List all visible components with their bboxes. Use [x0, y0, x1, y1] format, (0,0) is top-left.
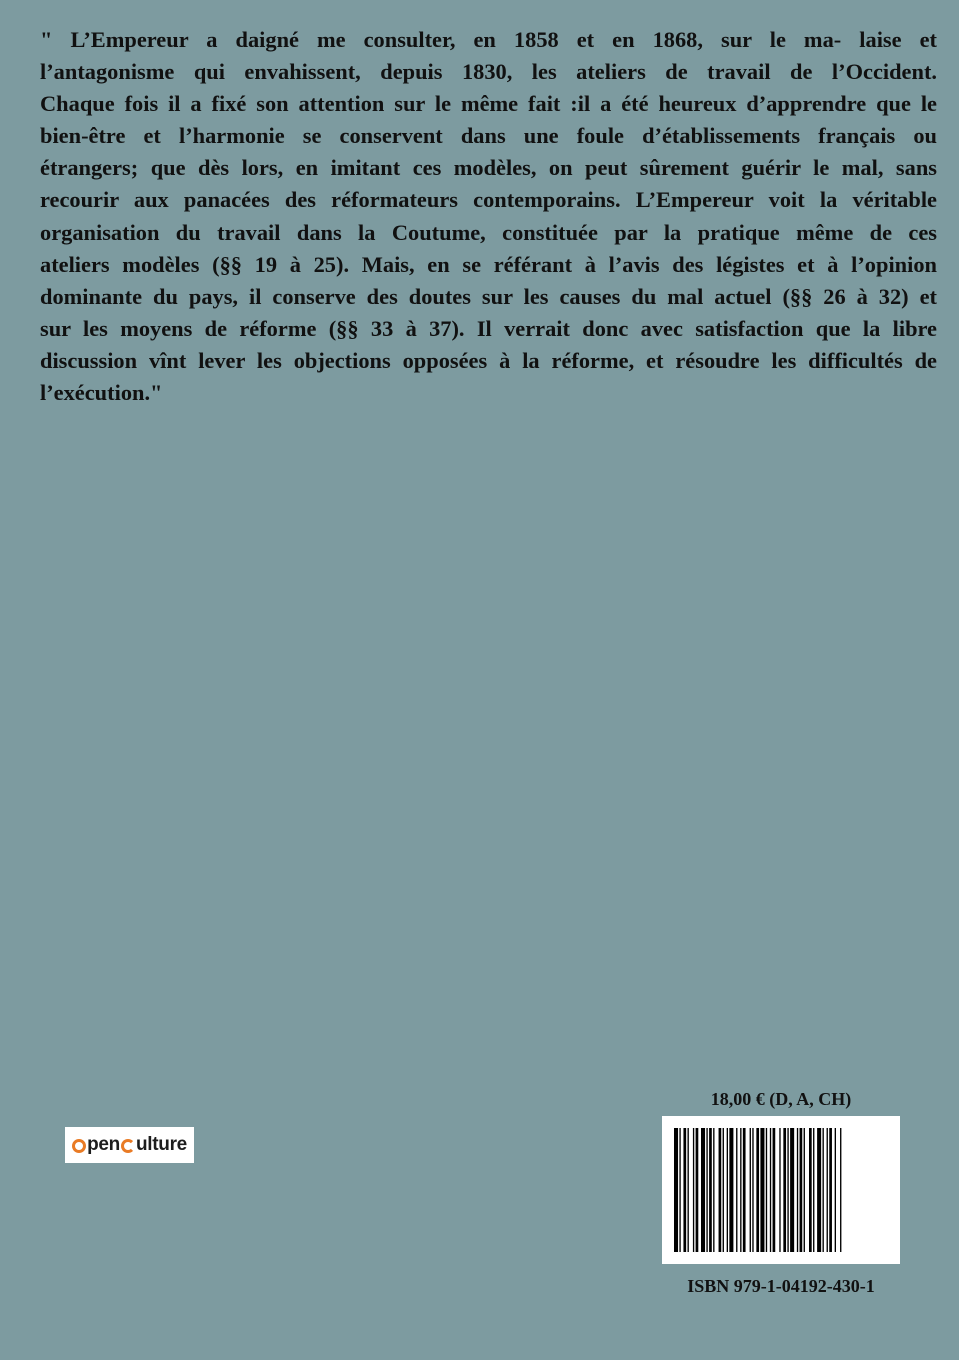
barcode-bar	[683, 1128, 686, 1252]
barcode-bar	[709, 1128, 712, 1252]
blurb-line: " L’Empereur a daigné me consulter, en 1858 et en 1868, sur le ma- laise et	[40, 27, 937, 52]
barcode-bar	[736, 1128, 737, 1252]
blurb-line: organisation du travail dans la Coutume, constituée par la pratique même de ces	[40, 219, 937, 245]
barcode-bar	[773, 1128, 776, 1252]
barcode-bar	[787, 1128, 788, 1252]
blurb-line: sur les moyens de réforme (§§ 33 à 37). Il verrait donc avec satisfaction que la libre	[40, 315, 937, 341]
barcode-bar	[674, 1128, 678, 1252]
back-cover-blurb	[40, 24, 937, 409]
barcode-icon	[674, 1128, 888, 1252]
logo-c-ring-icon	[121, 1139, 135, 1153]
blurb-line: recourir aux panacées des réformateurs contemporains. L’Empereur voit la véritable	[40, 187, 937, 213]
barcode-bar	[760, 1128, 764, 1252]
barcode-bar	[696, 1128, 699, 1252]
barcode-bar	[701, 1128, 705, 1252]
barcode-bar	[797, 1128, 798, 1252]
blurb-line: étrangers; que dès lors, en imitant ces modèles, on peut sûrement guérir le mal, sans	[40, 155, 937, 181]
barcode-bar	[729, 1128, 733, 1252]
barcode-bar	[752, 1128, 753, 1252]
barcode-bar	[800, 1128, 803, 1252]
barcode-bar	[706, 1128, 707, 1252]
barcode-bar	[790, 1128, 794, 1252]
barcode-bar	[713, 1128, 714, 1252]
barcode-bar	[823, 1128, 824, 1252]
logo-text-part-2: ulture	[135, 1134, 187, 1155]
barcode-bar	[829, 1128, 832, 1252]
barcode-bar	[679, 1128, 680, 1252]
barcode-bar	[809, 1128, 812, 1252]
barcode-bar	[835, 1128, 836, 1252]
barcode-bar	[766, 1128, 767, 1252]
barcode-bar	[804, 1128, 805, 1252]
blurb-line: discussion vînt lever les objections opposées à la réforme, et résoudre les difficultés de	[40, 347, 937, 373]
blurb-line: ateliers modèles (§§ 19 à 25). Mais, en se référant à l’avis des légistes et à l’opinion	[40, 251, 937, 277]
barcode-bar	[750, 1128, 751, 1252]
blurb-line: l’exécution."	[40, 380, 163, 406]
blurb-line: dominante du pays, il conserve des doutes sur les causes du mal actuel (§§ 26 à 32) et	[40, 283, 937, 309]
barcode-bar	[693, 1128, 694, 1252]
logo-text-part-1: pen	[87, 1134, 120, 1155]
barcode-bar	[813, 1128, 814, 1252]
blurb-line: Chaque fois il a fixé son attention sur le même fait :il a été heureux d’apprendre que le	[40, 91, 937, 117]
barcode-bar	[783, 1128, 786, 1252]
barcode-bar	[740, 1128, 741, 1252]
barcode-bar	[779, 1128, 780, 1252]
barcode-bar	[719, 1128, 722, 1252]
price-label: 18,00 € (D, A, CH)	[710, 1089, 852, 1109]
barcode-bar	[688, 1128, 689, 1252]
barcode-bar	[840, 1128, 841, 1252]
isbn-label: ISBN 979-1-04192-430-1	[687, 1276, 875, 1296]
barcode-bar	[756, 1128, 759, 1252]
barcode-bar	[723, 1128, 724, 1252]
barcode-bar	[727, 1128, 728, 1252]
barcode-bar	[827, 1128, 828, 1252]
barcode-bar	[770, 1128, 771, 1252]
logo-o-ring-icon	[72, 1139, 86, 1153]
barcode	[662, 1116, 900, 1264]
blurb-line: l’antagonisme qui envahissent, depuis 1830, les ateliers de travail de l’Occident.	[40, 59, 937, 85]
blurb-line: bien-être et l’harmonie se conservent dans une foule d’établissements français ou	[40, 123, 937, 149]
barcode-bar	[743, 1128, 746, 1252]
openculture-logo	[65, 1127, 194, 1163]
barcode-bar	[817, 1128, 821, 1252]
